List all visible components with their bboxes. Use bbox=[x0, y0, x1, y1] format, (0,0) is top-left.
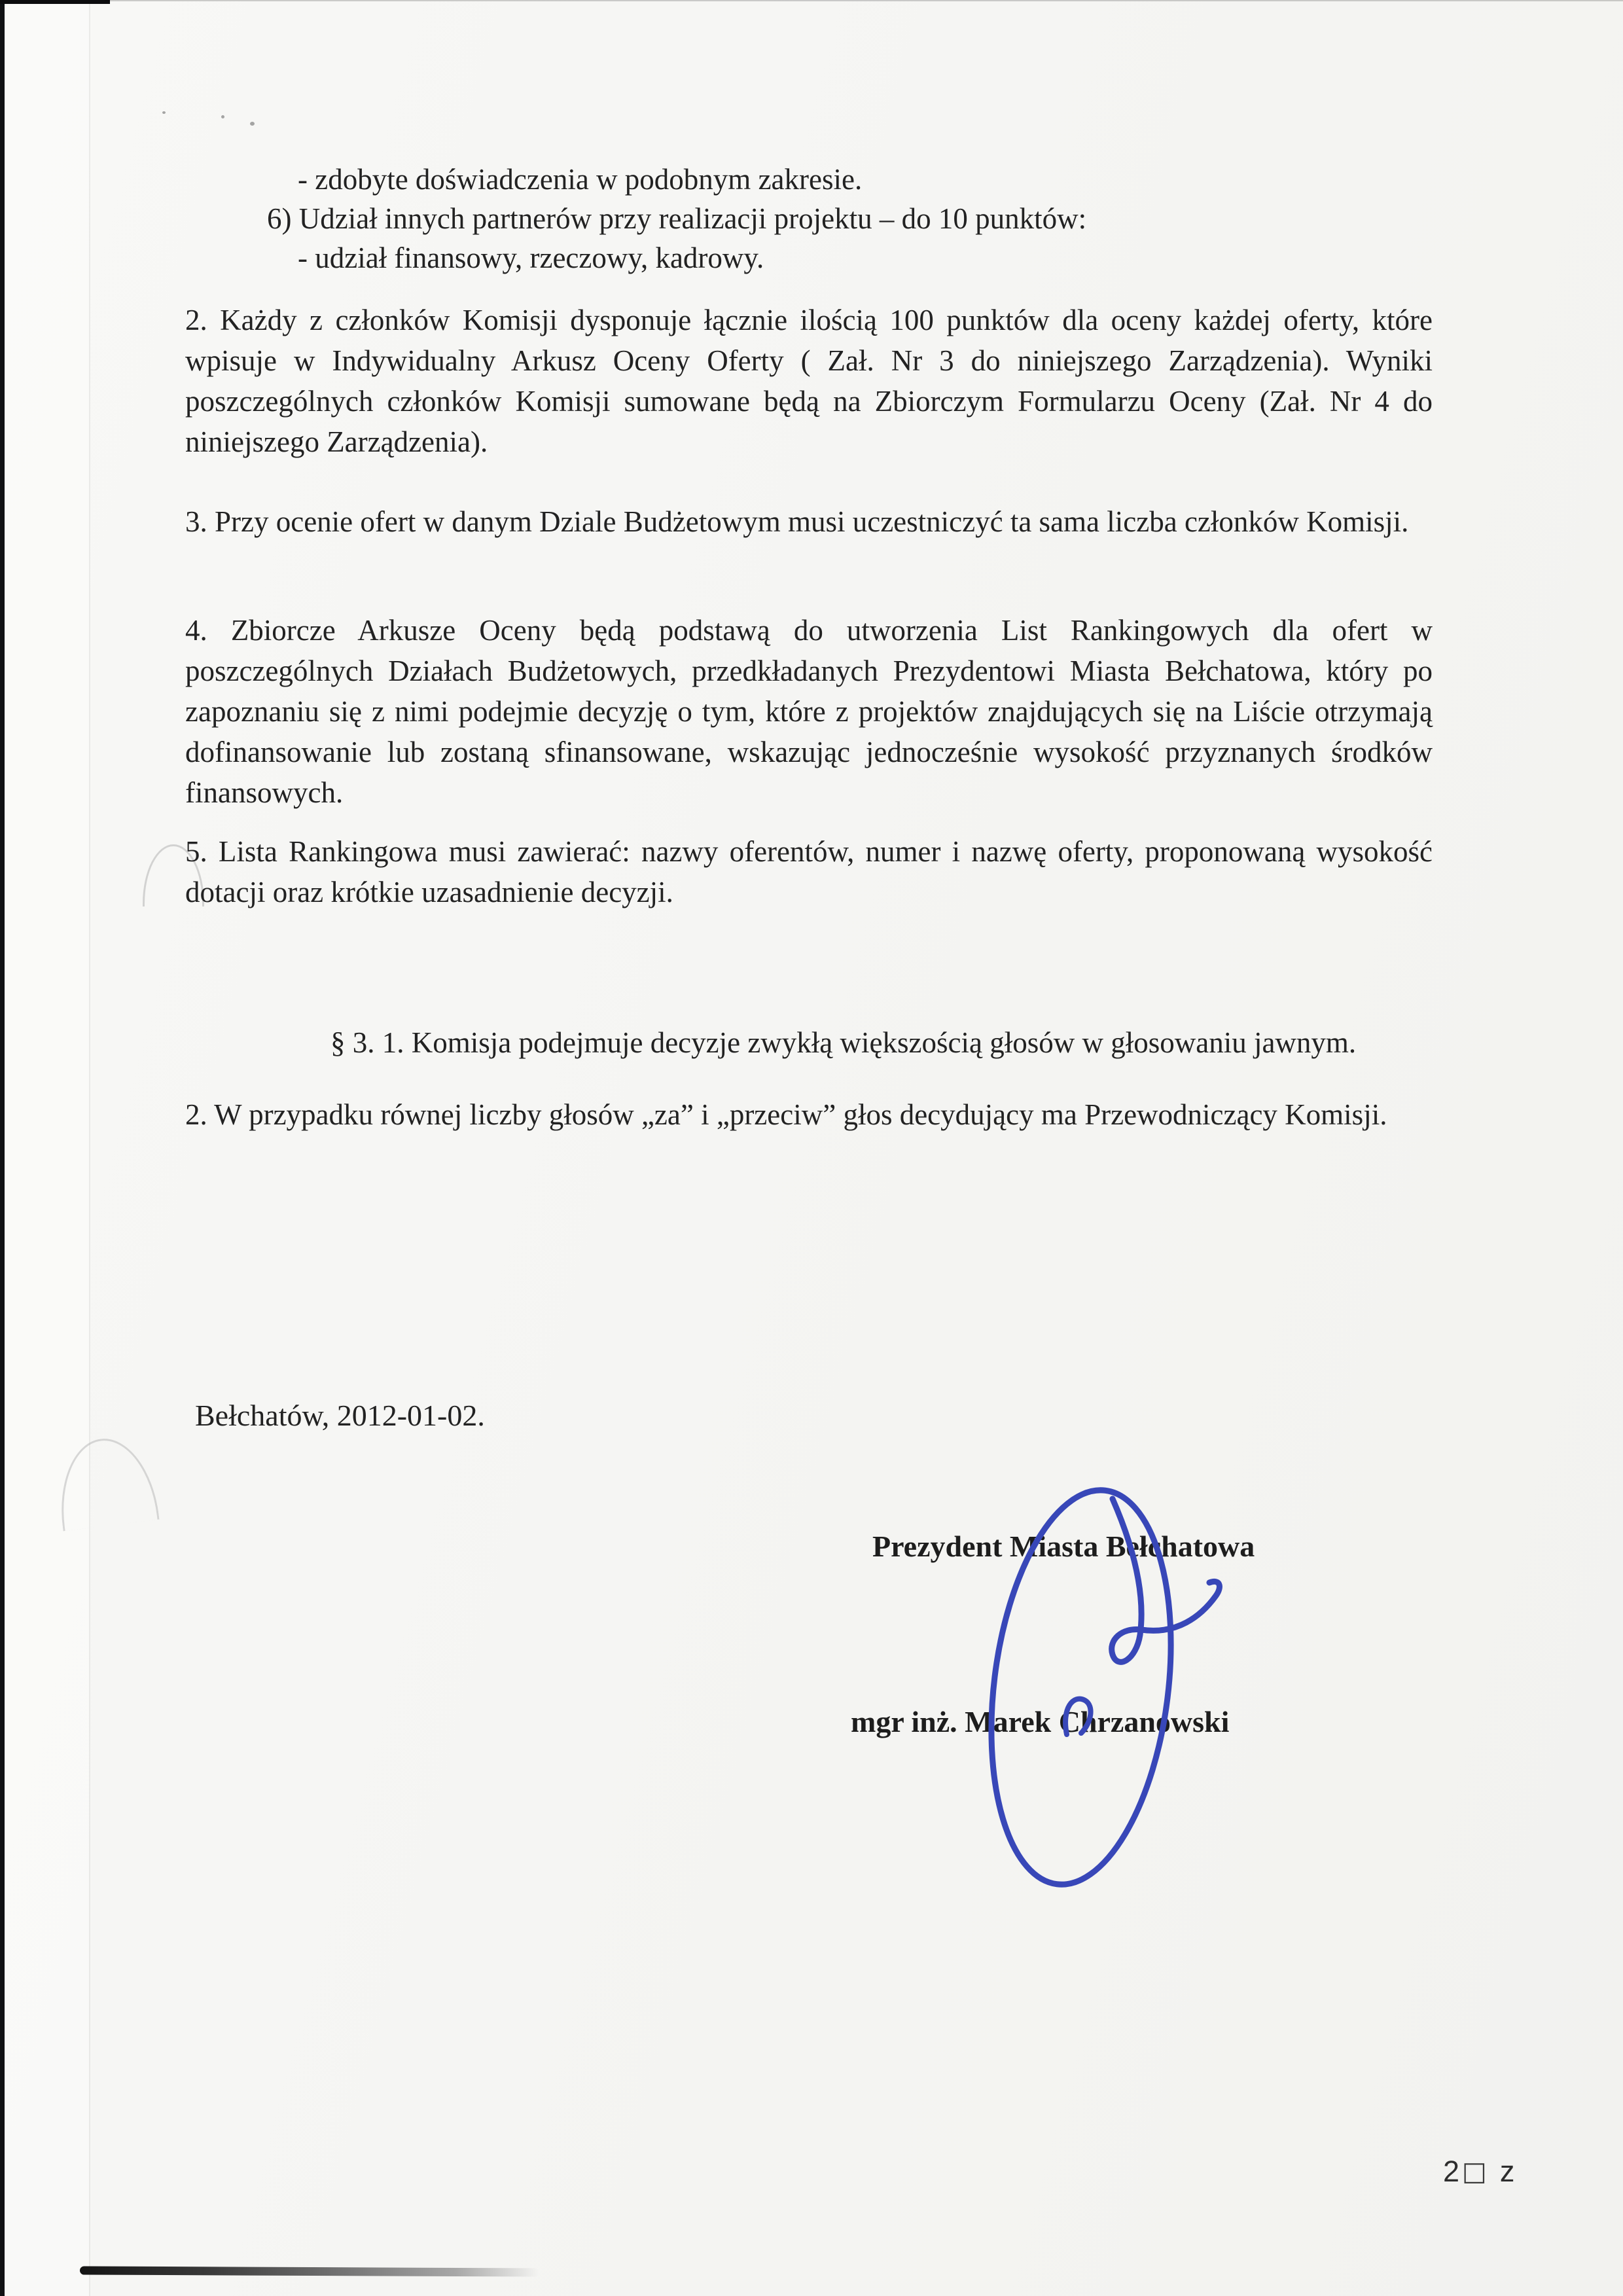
paper-edge-highlight bbox=[5, 0, 89, 2296]
signature-title: Prezydent Miasta Bełchatowa bbox=[872, 1530, 1255, 1563]
signature-ink bbox=[949, 1466, 1263, 1911]
signature-name: mgr inż. Marek Chrzanowski bbox=[851, 1705, 1230, 1738]
scan-speck bbox=[221, 115, 224, 118]
scan-speck bbox=[162, 111, 166, 114]
paragraph: 5. Lista Rankingowa musi zawierać: nazwy oferentów, numer i nazwę oferty, proponowaną wysokość dotacji oraz krótkie uzasadnienie decyzji. bbox=[185, 835, 1433, 908]
page-number: 2 bbox=[1443, 2155, 1460, 2188]
place-date: Bełchatów, 2012-01-02. bbox=[195, 1399, 485, 1432]
signature-oval-stroke bbox=[971, 1480, 1192, 1895]
list-item: - udział finansowy, rzeczowy, kadrowy. bbox=[298, 242, 764, 274]
missing-glyph-box: □ bbox=[1462, 2157, 1487, 2187]
paragraph: 3. Przy ocenie ofert w danym Dziale Budżetowym musi uczestniczyć ta sama liczba członków Komisji. bbox=[185, 505, 1409, 538]
scan-top-hairline bbox=[105, 0, 1623, 1]
paragraph: 2. Każdy z członków Komisji dysponuje łącznie ilością 100 punktów dla oceny każdej oferty, które wpisuje w Indywidualny Arkusz Oceny Oferty ( Zał. Nr 3 do niniejszego Zarządzenia). Wyniki poszczególnych członków Komisji sumowane będą na Zbiorczym Formularzu Oceny (Zał. Nr 4 do niniejszego Zarządzenia). bbox=[185, 304, 1433, 458]
scan-speck bbox=[250, 122, 255, 126]
page-footer-suffix: z bbox=[1499, 2155, 1515, 2188]
scan-edge-top bbox=[0, 0, 110, 4]
page-footer bbox=[1443, 2155, 1514, 2189]
scan-bottom-artifact bbox=[80, 2266, 539, 2276]
paper-edge-shadow bbox=[89, 0, 90, 2296]
section-paragraph: 2. W przypadku równej liczby głosów „za” i „przeciw” głos decydujący ma Przewodniczący Komisji. bbox=[185, 1098, 1387, 1131]
list-item: 6) Udział innych partnerów przy realizacji projektu – do 10 punktów: bbox=[267, 202, 1087, 235]
list-item: - zdobyte doświadczenia w podobnym zakresie. bbox=[298, 163, 863, 196]
scan-edge-left bbox=[0, 0, 5, 2296]
signature-curl-stroke bbox=[1065, 1699, 1091, 1734]
section-heading: § 3. 1. Komisja podejmuje decyzje zwykłą większością głosów w głosowaniu jawnym. bbox=[330, 1026, 1357, 1059]
paragraph: 4. Zbiorcze Arkusze Oceny będą podstawą do utworzenia List Rankingowych dla ofert w poszczególnych Działach Budżetowych, przedkładanych Prezydentowi Miasta Bełchatowa, który po zapoznaniu się z nimi podejmie decyzję o tym, które z projektów znajdujących się na Liście otrzymają dofinansowanie lub zostaną sfinansowane, wskazując jednocześnie wysokość przyznanych środków finansowych. bbox=[185, 614, 1433, 809]
